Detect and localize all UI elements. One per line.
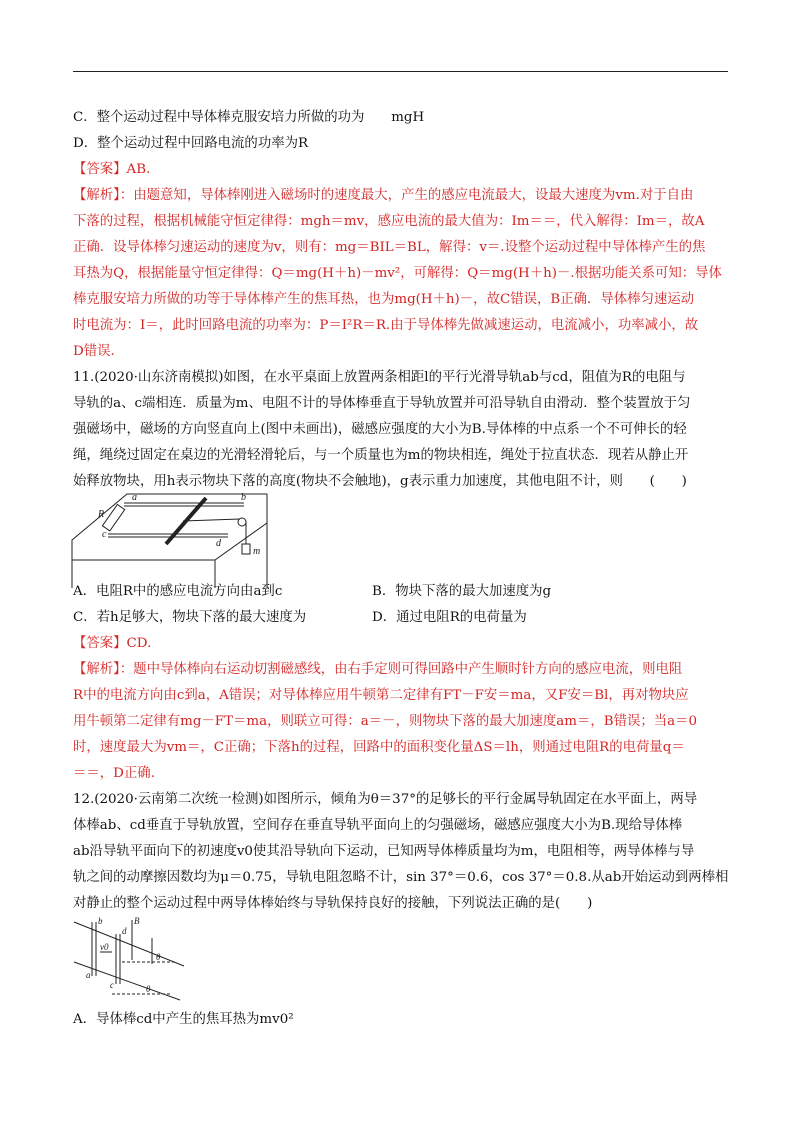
analysis-q11-line: ＝＝，D正确.: [73, 766, 155, 781]
option-d-prev: D．整个运动过程中回路电流的功率为R: [73, 136, 309, 151]
analysis-q11-line: R中的电流方向由c到a，A错误；对导体棒应用牛顿第二定律有FT－F安＝ma，又F安＝Bl，再对物块应: [73, 688, 689, 703]
fig2-label-a: a: [86, 970, 91, 980]
fig-label-b: b: [241, 492, 246, 503]
analysis-q10-line: 下落的过程，根据机械能守恒定律得：mgh＝mv，感应电流的最大值为：Im＝＝，代入解得：Im＝，故A: [73, 214, 705, 229]
fig-label-d: d: [216, 538, 221, 549]
q11-figure: [70, 488, 280, 588]
fig2-label-c: c: [110, 980, 114, 990]
fig2-label-b: b: [98, 916, 103, 926]
fig2-label-v0: v0: [100, 942, 109, 952]
q11-stem-line: 始释放物块，用h表示物块下落的高度(物块不会触地)，g表示重力加速度，其他电阻不计，则 ( ): [73, 474, 687, 489]
q11-stem-line: 11.(2020·山东济南模拟)如图，在水平桌面上放置两条相距l的平行光滑导轨ab与cd，阻值为R的电阻与: [73, 370, 686, 385]
fig2-label-B: B: [134, 916, 140, 926]
analysis-q10-line: D错误.: [73, 344, 115, 359]
analysis-q10-line: 棒克服安培力所做的功等于导体棒产生的焦耳热，也为mg(H＋h)－，故C错误，B正确．导体棒匀速运动: [73, 292, 695, 307]
fig2-label-d: d: [122, 926, 127, 936]
q11-stem-line: 绳，绳绕过固定在桌边的光滑轻滑轮后，与一个质量也为m的物块相连，绳处于拉直状态．现若从静止开: [73, 448, 689, 463]
q11-option-a: A．电阻R中的感应电流方向由a到c: [73, 584, 283, 599]
fig-label-a: a: [132, 492, 137, 503]
q11-option-d: D．通过电阻R的电荷量为: [372, 610, 527, 625]
q12-stem-line: 体棒ab、cd垂直于导轨放置，空间存在垂直导轨平面向上的匀强磁场，磁感应强度大小为B.现给导体棒: [73, 818, 683, 833]
fig-label-R: R: [98, 509, 105, 520]
analysis-q11-line: 时，速度最大为vm＝，C正确；下落h的过程，回路中的面积变化量ΔS＝lh，则通过电阻R的电荷量q＝: [73, 740, 685, 755]
option-c-prev: C．整个运动过程中导体棒克服安培力所做的功为 mgH: [73, 110, 425, 125]
fig2-label-theta: θ: [156, 952, 161, 962]
fig-label-m: m: [253, 546, 261, 557]
analysis-q11-line: 【解析】：题中导体棒向右运动切割磁感线，由右手定则可得回路中产生顺时针方向的感应电流，则电阻: [73, 662, 683, 677]
header-rule: [73, 71, 728, 72]
fig-label-c: c: [102, 529, 107, 540]
q11-stem-line: 导轨的a、c端相连．质量为m、电阻不计的导体棒垂直于导轨放置并可沿导轨自由滑动．整个装置放于匀: [73, 396, 691, 411]
analysis-q10-line: 时电流为：I＝，此时回路电流的功率为：P＝I²R＝R.由于导体棒先做减速运动，电流减小，功率减小，故: [73, 318, 699, 333]
q11-stem-line: 强磁场中，磁场的方向竖直向上(图中未画出)，磁感应强度的大小为B.导体棒的中点系一个不可伸长的轻: [73, 422, 687, 437]
analysis-q10-line: 耳热为Q，根据能量守恒定律得：Q＝mg(H＋h)－mv²，可解得：Q＝mg(H＋h)－.根据功能关系可知：导体: [73, 266, 722, 281]
q12-stem-line: 对静止的整个运动过程中两导体棒始终与导轨保持良好的接触，下列说法正确的是( ): [73, 896, 593, 911]
q12-figure: [72, 914, 192, 1004]
analysis-q11-line: 用牛顿第二定律有mg－FT＝ma，则联立可得：a＝－，则物块下落的最大加速度am＝，B错误；当a＝0: [73, 714, 698, 729]
fig2-label-theta: θ: [146, 984, 151, 994]
answer-q10: 【答案】AB.: [73, 162, 151, 177]
analysis-q10-line: 正确．设导体棒匀速运动的速度为v，则有：mg＝BIL＝BL，解得：v＝.设整个运动过程中导体棒产生的焦: [73, 240, 706, 255]
q12-option-a: A．导体棒cd中产生的焦耳热为mv0²: [73, 1012, 294, 1027]
q12-stem-line: ab沿导轨平面向下的初速度v0使其沿导轨向下运动，已知两导体棒质量均为m，电阻相等，两导体棒与导: [73, 844, 695, 859]
q12-stem-line: 轨之间的动摩擦因数均为μ＝0.75，导轨电阻忽略不计，sin 37°＝0.6，cos 37°＝0.8.从ab开始运动到两棒相: [73, 870, 729, 885]
answer-q11: 【答案】CD.: [73, 636, 152, 651]
q12-stem-line: 12.(2020·云南第二次统一检测)如图所示，倾角为θ＝37°的足够长的平行金属导轨固定在水平面上，两导: [73, 792, 698, 807]
q11-option-b: B．物块下落的最大加速度为g: [372, 584, 552, 599]
analysis-q10-line: 【解析】：由题意知，导体棒刚进入磁场时的速度最大，产生的感应电流最大，设最大速度为vm.对于自由: [73, 188, 694, 203]
q11-option-c: C．若h足够大，物块下落的最大速度为: [73, 610, 307, 625]
